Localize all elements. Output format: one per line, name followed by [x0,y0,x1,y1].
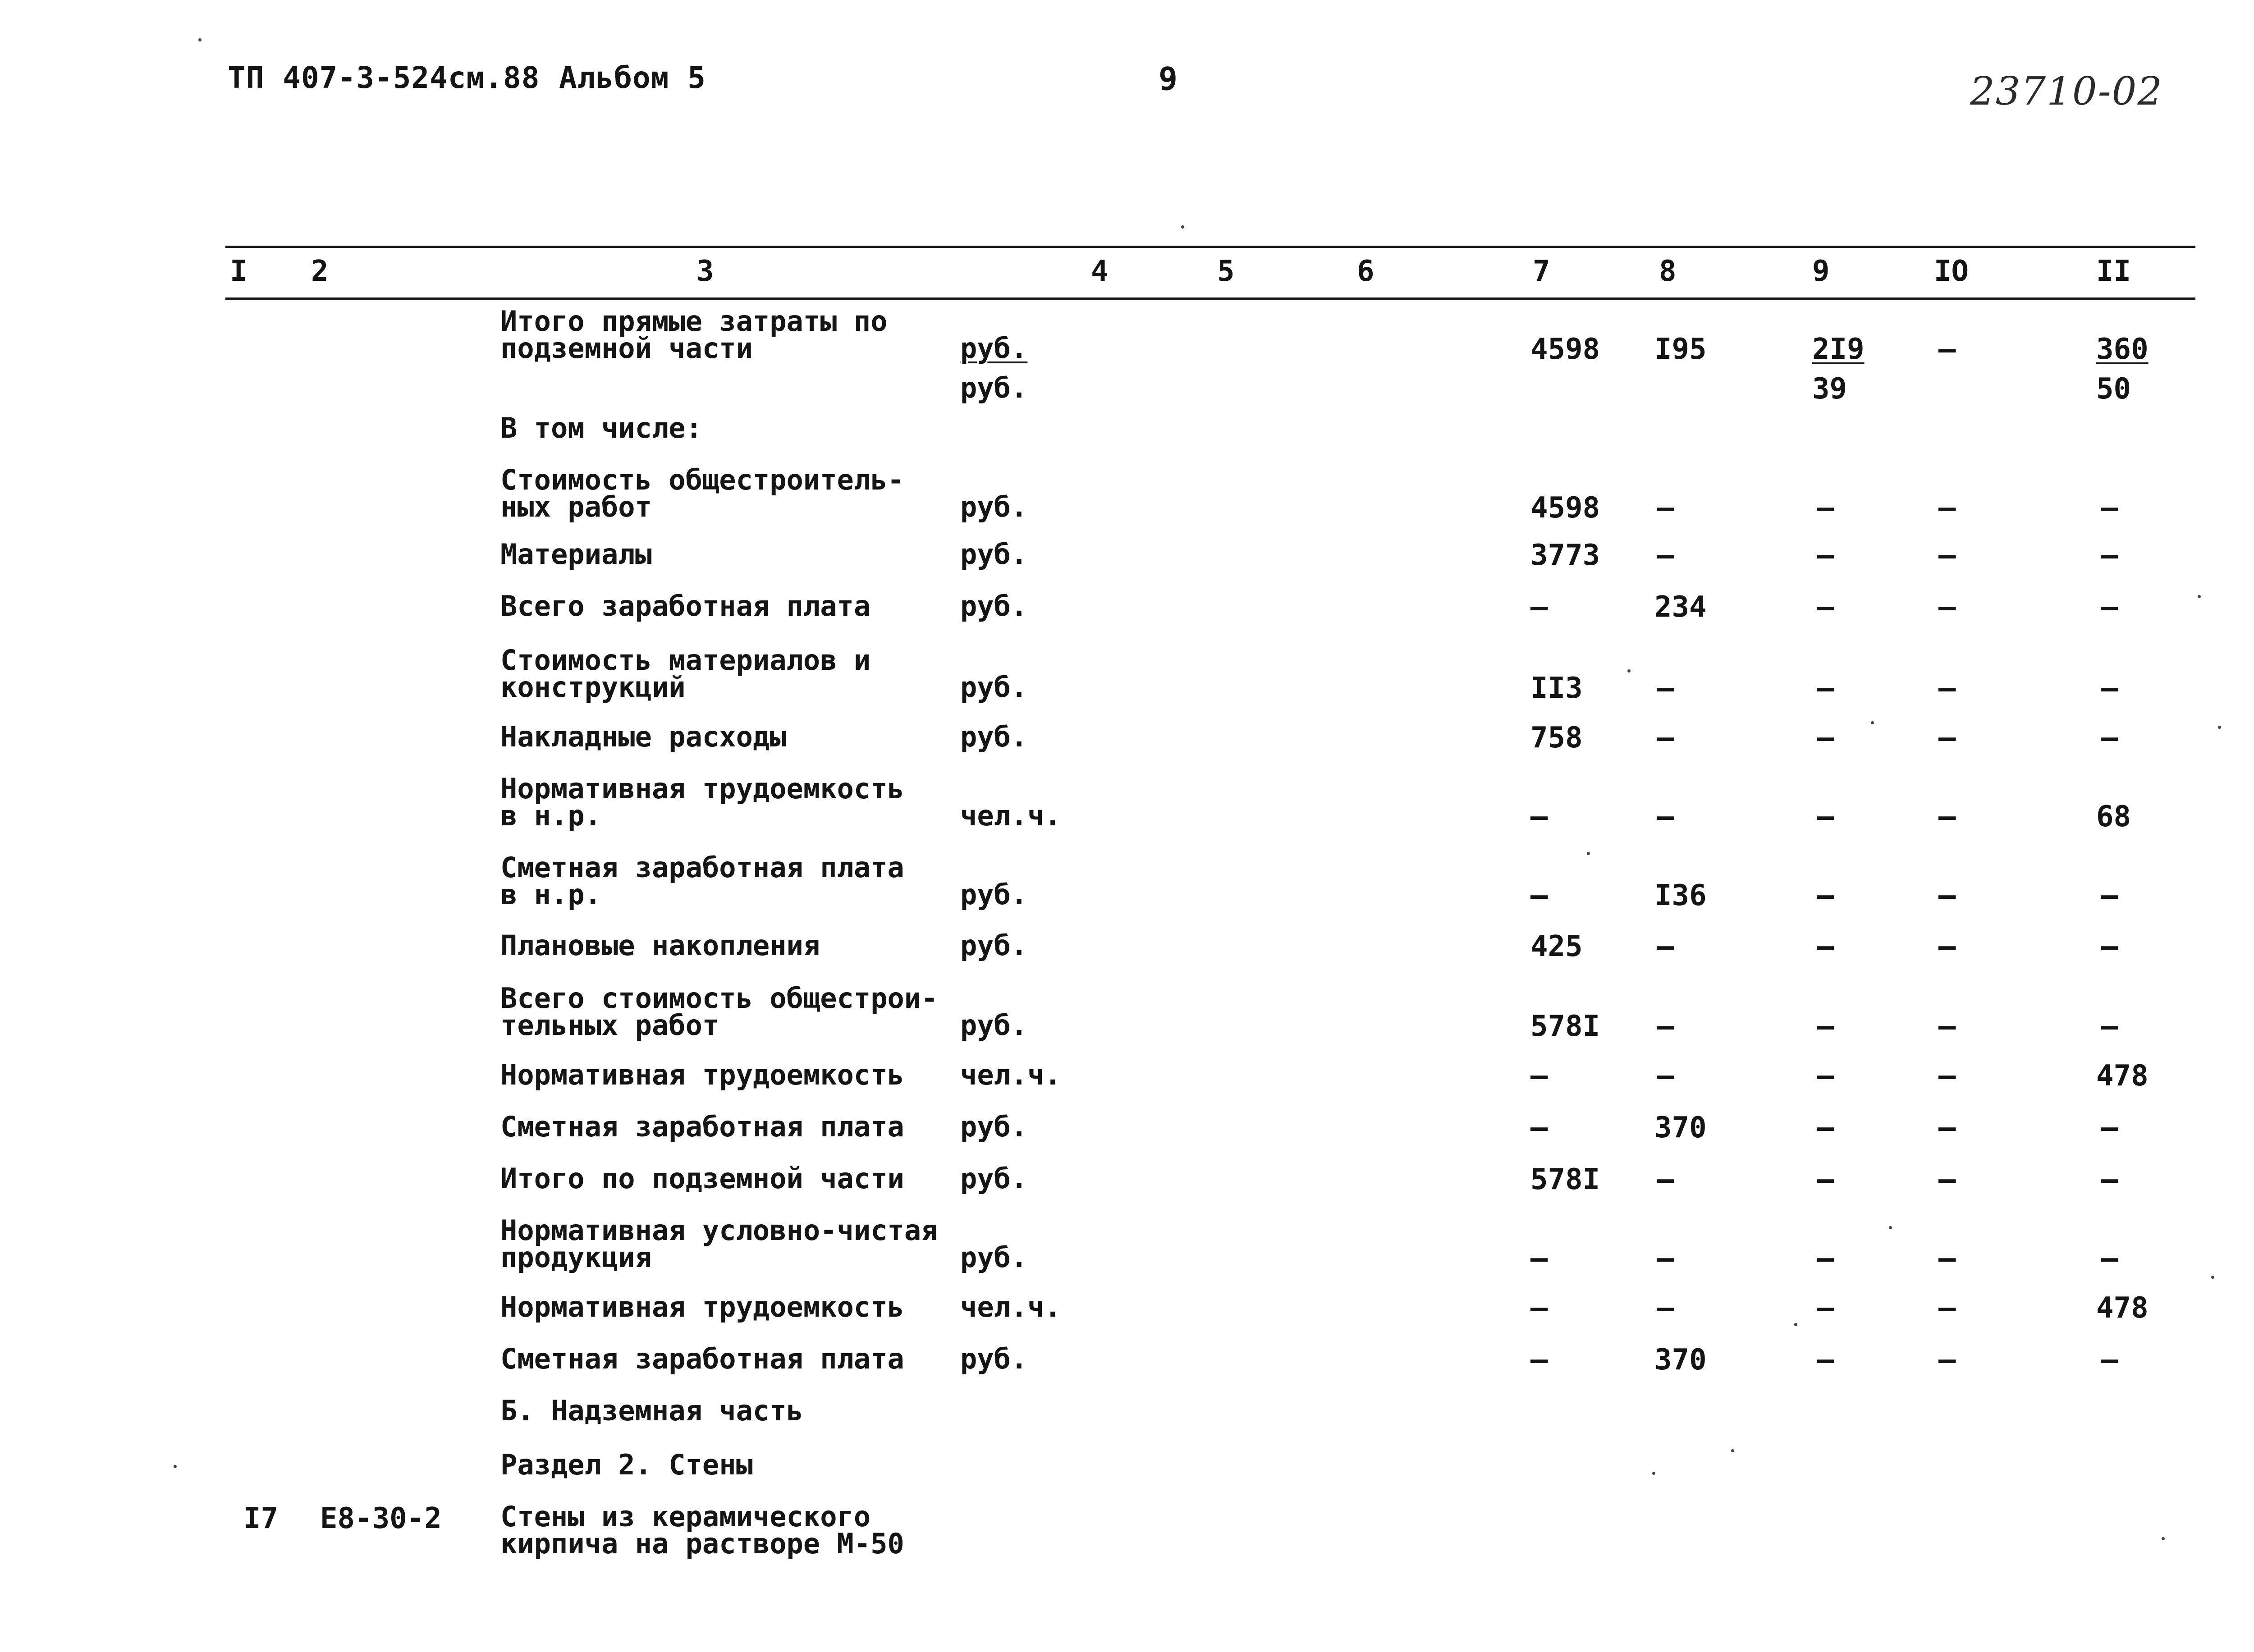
cell-col-11: – [2101,1242,2118,1275]
item-name-line: Нормативная условно-чистая [500,1214,938,1247]
item-name-line: тельных работ [500,1009,719,1042]
cell-col-10: – [1938,879,1956,912]
cell-col-8: I95 [1654,333,1707,366]
cell-col-10: – [1938,721,1956,755]
cell-col-11-secondary: 50 [2096,372,2131,406]
cell-col-11: – [2101,1343,2118,1377]
scan-speck [1871,721,1874,724]
scan-speck [2211,1276,2214,1279]
cell-col-7: 4598 [1530,333,1600,366]
cell-col-10: – [1938,672,1956,705]
scan-speck [198,38,202,41]
unit-of-measure: чел.ч. [960,1290,1061,1323]
cell-col-11: – [2101,1111,2118,1144]
cell-col-7: 758 [1530,721,1583,755]
item-name-line: подземной части [500,332,753,365]
cell-col-9: – [1817,672,1834,705]
item-name-line: Нормативная трудоемкость [500,1290,904,1323]
cell-col-8: – [1657,539,1674,572]
cell-col-7: – [1530,1343,1548,1377]
item-name-line: в н.р. [500,878,601,911]
cell-col-9: – [1817,1242,1834,1275]
item-name-line: Раздел 2. Стены [500,1448,753,1481]
cell-col-10: – [1938,1343,1956,1377]
cell-col-11: 68 [2096,800,2131,833]
cell-col-11: – [2101,721,2118,755]
item-name-line: Всего заработная плата [500,590,871,622]
item-name-line: Б. Надземная часть [500,1394,803,1427]
item-name-line: Нормативная трудоемкость [500,1058,904,1091]
item-name-line: Плановые накопления [500,929,820,962]
unit-of-measure: руб. [960,590,1028,622]
cell-col-9: – [1817,1291,1834,1325]
page-number: 9 [1159,60,1178,97]
column-number-3: 3 [696,255,714,288]
column-number-7: 7 [1533,255,1550,288]
cell-col-10: – [1938,1242,1956,1275]
cell-col-9: – [1817,1010,1834,1043]
cell-col-11: – [2101,1010,2118,1043]
column-number-2: 2 [311,255,329,288]
scan-speck [174,1465,177,1468]
cell-col-8: – [1657,1242,1674,1275]
item-name-line: Сметная заработная плата [500,851,904,884]
scan-speck [1794,1323,1797,1326]
scan-speck [1889,1226,1892,1229]
cell-col-9: 2I9 [1812,333,1865,366]
cell-col-10: – [1938,333,1956,366]
cell-col-11: – [2101,1163,2118,1196]
cell-col-10: – [1938,590,1956,624]
item-name-line: Стоимость общестроитель- [500,463,904,496]
scan-speck [1627,669,1631,673]
cell-col-7: 578I [1530,1163,1600,1196]
item-name-line: Накладные расходы [500,720,787,753]
cell-col-7: 578I [1530,1010,1600,1043]
unit-of-measure: руб. [960,929,1028,962]
cell-col-9: – [1817,1163,1834,1196]
cell-col-7: – [1530,1059,1548,1093]
cell-col-10: – [1938,1059,1956,1093]
unit-of-measure: руб. [960,1110,1028,1143]
column-number-6: 6 [1357,255,1374,288]
scan-speck [2198,595,2201,598]
cell-col-7: – [1530,879,1548,912]
column-number-I: I [230,255,247,288]
cell-col-11: – [2101,491,2118,525]
item-name-line: Итого по подземной части [500,1162,904,1195]
cell-col-9: – [1817,879,1834,912]
norm-code: Е8-30-2 [320,1502,442,1535]
scan-speck [1731,1449,1734,1452]
unit-of-measure: чел.ч. [960,1058,1061,1091]
unit-of-measure-secondary: руб. [960,371,1028,404]
column-number-8: 8 [1659,255,1677,288]
cell-col-9: – [1817,800,1834,833]
cell-col-8: – [1657,1163,1674,1196]
row-number: I7 [243,1502,279,1535]
cell-col-8: – [1657,672,1674,705]
cell-col-10: – [1938,1010,1956,1043]
cell-col-8: – [1657,1010,1674,1043]
cell-col-8: – [1657,721,1674,755]
cell-col-9: – [1817,1059,1834,1093]
cell-col-11: 478 [2096,1291,2149,1325]
table-header-rule [225,297,2195,300]
cell-col-7: 4598 [1530,491,1600,525]
cell-col-11: 478 [2096,1059,2149,1093]
unit-of-measure: руб. [960,1162,1028,1195]
cell-col-11: – [2101,672,2118,705]
item-name-line: в н.р. [500,799,601,832]
cell-col-9: – [1817,539,1834,572]
item-name-line: Стены из керамического [500,1500,871,1533]
cell-col-7: 425 [1530,930,1583,963]
column-number-5: 5 [1217,255,1235,288]
cell-col-10: – [1938,1291,1956,1325]
cell-col-8: – [1657,491,1674,525]
cell-col-11: – [2101,879,2118,912]
cell-col-10: – [1938,800,1956,833]
column-number-II: II [2096,255,2131,288]
cell-col-10: – [1938,930,1956,963]
unit-of-measure: руб. [960,490,1028,523]
unit-of-measure: руб. [960,332,1028,365]
item-name-line: ных работ [500,490,652,523]
column-number-9: 9 [1812,255,1830,288]
cell-col-8: 370 [1654,1343,1707,1377]
unit-of-measure: руб. [960,671,1028,704]
cell-col-8: – [1657,800,1674,833]
cell-col-8: – [1657,930,1674,963]
cell-col-10: – [1938,539,1956,572]
cell-col-11: – [2101,539,2118,572]
item-name-line: Нормативная трудоемкость [500,772,904,805]
item-name-line: продукция [500,1241,652,1274]
scan-speck [1587,852,1590,855]
cell-col-8: I36 [1654,879,1707,912]
scan-speck [2218,726,2221,729]
handwritten-inventory-number: 23710-02 [1970,69,2163,114]
scan-speck [2162,1537,2165,1540]
unit-of-measure: руб. [960,1241,1028,1274]
cell-col-8: 234 [1654,590,1707,624]
cell-col-8: – [1657,1059,1674,1093]
unit-of-measure: руб. [960,1342,1028,1375]
cell-col-10: – [1938,1163,1956,1196]
cell-col-11: – [2101,930,2118,963]
cell-col-10: – [1938,491,1956,525]
cell-col-9: – [1817,721,1834,755]
cell-col-9: – [1817,491,1834,525]
cell-col-7: 3773 [1530,539,1600,572]
item-name-line: Сметная заработная плата [500,1342,904,1375]
cell-col-11: – [2101,590,2118,624]
cell-col-7: – [1530,1242,1548,1275]
cell-col-9: – [1817,1111,1834,1144]
cell-col-11: 360 [2096,333,2149,366]
unit-of-measure: руб. [960,878,1028,911]
scan-speck [1652,1472,1655,1475]
cell-col-7: – [1530,590,1548,624]
album-label: Альбом 5 [559,60,706,95]
cell-col-9: – [1817,1343,1834,1377]
item-name-line: Материалы [500,538,652,571]
item-name-line: кирпича на растворе М-50 [500,1527,904,1560]
cell-col-10: – [1938,1111,1956,1144]
cell-col-7: II3 [1530,672,1583,705]
item-name-line: конструкций [500,671,686,704]
cell-col-9: – [1817,590,1834,624]
column-number-4: 4 [1091,255,1109,288]
item-name-line: Всего стоимость общестрои- [500,982,938,1015]
item-name-line: В том числе: [500,412,702,444]
cell-col-7: – [1530,1111,1548,1144]
unit-of-measure: руб. [960,1009,1028,1042]
cell-col-9: – [1817,930,1834,963]
unit-of-measure: руб. [960,720,1028,753]
table-top-rule [225,246,2195,248]
unit-of-measure: руб. [960,538,1028,571]
item-name-line: Итого прямые затраты по [500,305,888,338]
column-number-IO: IO [1934,255,1969,288]
document-code: ТП 407-3-524см.88 [228,60,540,95]
cell-col-7: – [1530,1291,1548,1325]
cell-col-7: – [1530,800,1548,833]
unit-of-measure: чел.ч. [960,799,1061,832]
item-name-line: Сметная заработная плата [500,1110,904,1143]
cell-col-8: – [1657,1291,1674,1325]
cell-col-9-secondary: 39 [1812,372,1847,406]
item-name-line: Стоимость материалов и [500,644,871,677]
scan-speck [1181,225,1184,229]
cell-col-8: 370 [1654,1111,1707,1144]
